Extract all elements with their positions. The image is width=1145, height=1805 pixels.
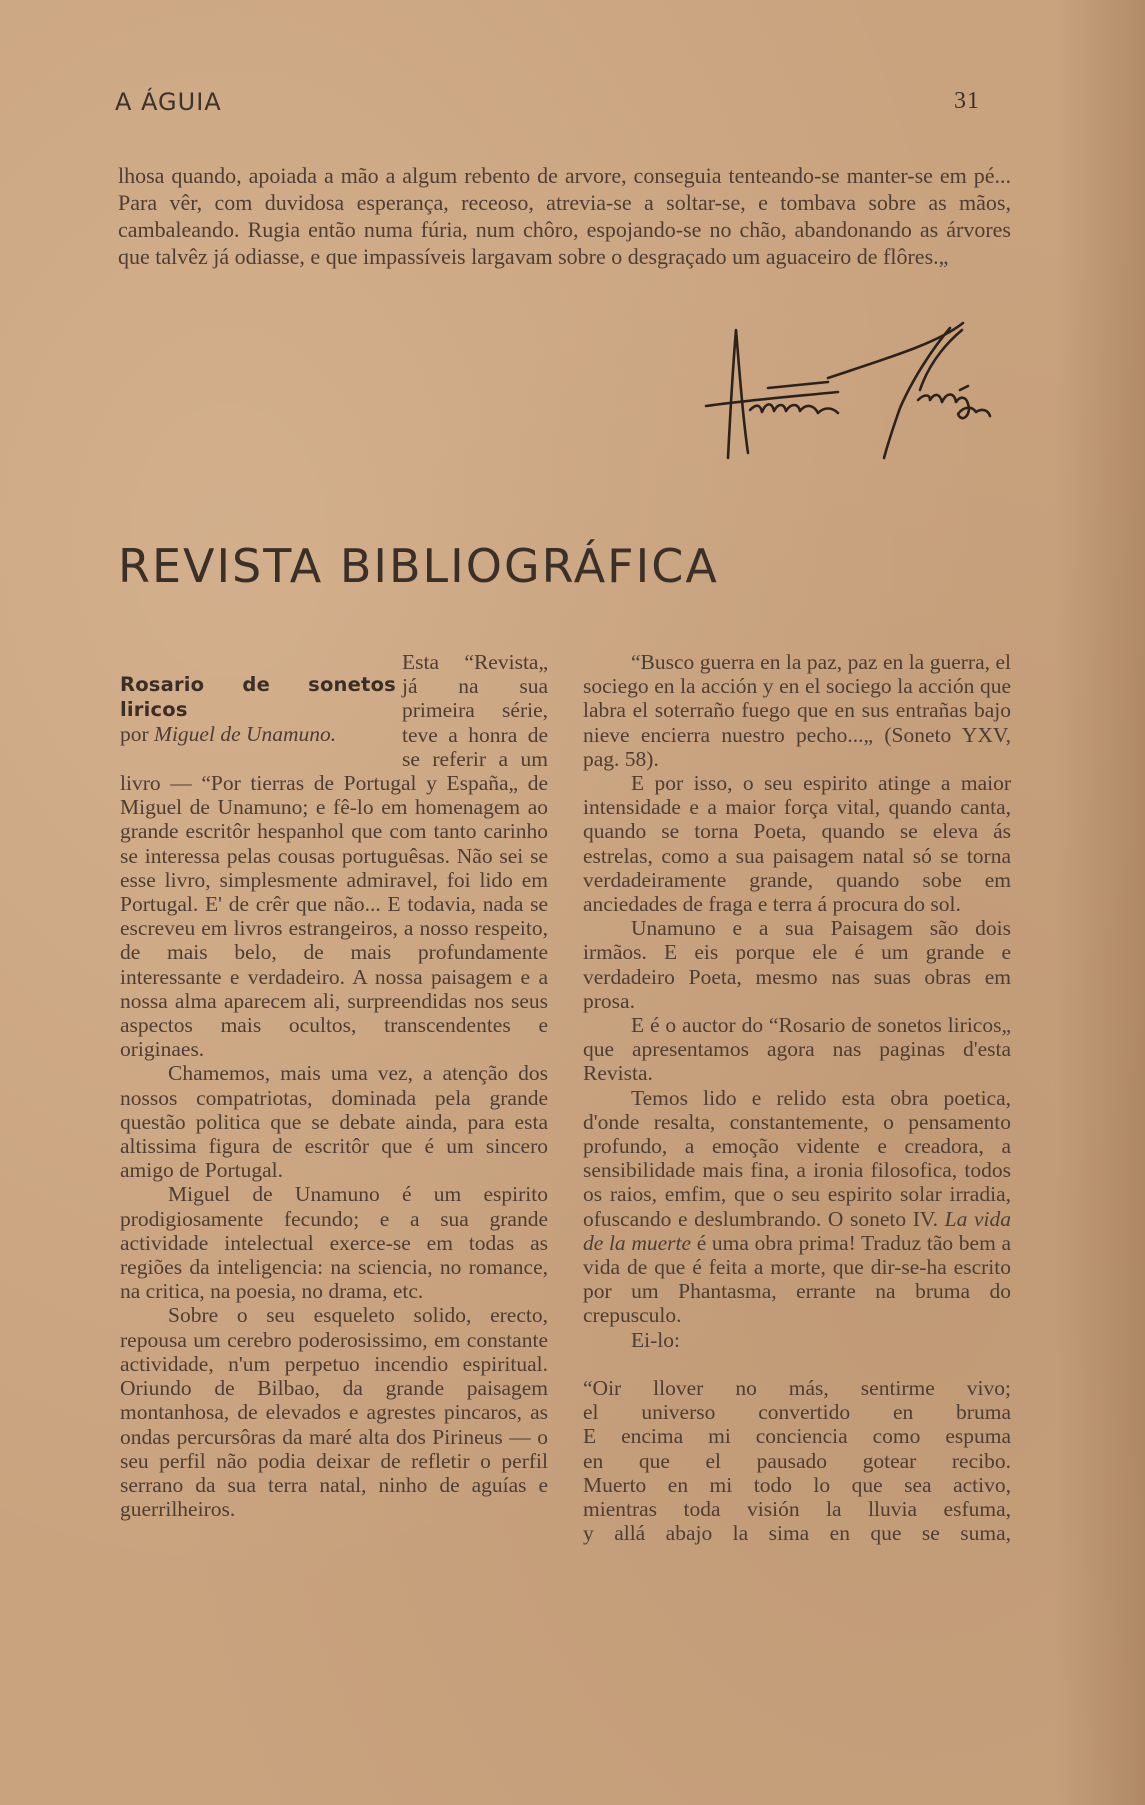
author-name: Miguel de Unamuno. (154, 722, 337, 746)
sonnet-verse (583, 1376, 1011, 1545)
verse-line: en que el pausado gotear recibo. (583, 1448, 1011, 1473)
book-author (120, 722, 396, 747)
verse-line: mientras toda visión la lluvia esfuma, (583, 1496, 1011, 1521)
journal-title: A ÁGUIA (115, 88, 222, 116)
right-column (583, 650, 1011, 1545)
verse-line: Muerto en mi todo lo que sea activo, (583, 1472, 1011, 1497)
verse-line: E encima mi conciencia como espuma (583, 1424, 1011, 1449)
paragraph: Sobre o seu esqueleto solido, erecto, repousa um cerebro poderosissimo, em constante actividade, n'um perpetuo incendio espiritual. Oriundo de Bilbao, da grande paisagem montanhosa, de elevados e agrestes pincaros, as ondas percursôras da maré alta dos Pirineus — o seu perfil não podia deixar de refletir o perfil serrano da sua terra natal, ninho de aguías e guerrilheiros. (120, 1303, 548, 1522)
verse-line: “Oir llover no más, sentirme vivo; (583, 1375, 1011, 1400)
paragraph: E é o auctor do “Rosario de sonetos liricos„ que apresentamos agora nas paginas d'esta Revista. (583, 1013, 1011, 1086)
verse-line: el universo convertido en bruma (583, 1400, 1011, 1425)
review-heading (120, 650, 396, 747)
eilo-line: Ei-lo: (631, 1327, 680, 1352)
signature-drawing (688, 318, 1018, 468)
verse-line: y allá abajo la sima en que se suma, (583, 1521, 1011, 1546)
quote-paragraph: “Busco guerra en la paz, paz en la guerra, el sociego en la acción y en el sociego la acción que labra el soterraño fuego que en sus entrañas bajo nieve encierra nuestro pecho...„ (Soneto YXV, pag. 58). (583, 650, 1011, 771)
paragraph: Unamuno e a sua Paisagem são dois irmãos. E eis porque ele é um grande e verdadeiro Poeta, mesmo nas suas obras em prosa. (583, 916, 1011, 1013)
handwritten-signature (688, 318, 1018, 468)
paragraph: Miguel de Unamuno é um espirito prodigiosamente fecundo; e a sua grande actividade intelectual exerce-se em todas as regiões da inteligencia: na sciencia, no romance, na critica, na poesia, no drama, etc. (120, 1182, 548, 1304)
left-column (120, 650, 548, 1521)
sonnet-title: La vida de la muerte (583, 1206, 1011, 1255)
intro-paragraph: lhosa quando, apoiada a mão a algum rebento de arvore, conseguia tenteando-se manter-se em pé... Para vêr, com duvidosa esperança, receoso, atrevia-se a soltar-se, e tombava sobre as mãos, cambaleando. Rugia então numa fúria, num chôro, espojando-se no chão, abandonando as árvores que talvêz já odiasse, e que impassíveis largavam sobre o desgraçado um aguaceiro de flôres.„ (118, 163, 1011, 269)
book-title: Rosario de sonetos liricos (120, 673, 396, 721)
page-number: 31 (954, 88, 980, 114)
paragraph: E por isso, o seu espirito atinge a maior intensidade e a maior força vital, quando canta, quando se torna Poeta, quando se eleva ás estrelas, como a sua paisagem natal só se torna verdadeiramente grande, quando sobe em anciedades de fraga e terra á procura do sol. (583, 771, 1011, 917)
author-prefix: por (120, 722, 149, 746)
paragraph: Temos lido e relido esta obra poetica, d'onde resalta, constantemente, o pensamento profundo, a emoção vidente e creadora, a sensibilidade mais fina, a ironia filosofica, todos os raios, emfim, que o seu espirito solar irradia, ofuscando e deslumbrando. O soneto IV. La vida de la muerte é uma obra prima! Traduz tão bem a vida de que é feita a morte, que dir-se-ha escrito por um Phantasma, errante na bruma do crepusculo. (583, 1085, 1011, 1328)
running-head (115, 88, 980, 116)
section-title: REVISTA BIBLIOGRÁFICA (118, 538, 719, 593)
paragraph: Chamemos, mais uma vez, a atenção dos nossos compatriotas, dominada pela grande questão politica que se debate ainda, para esta altissima figura de escritôr que é um sincero amigo de Portugal. (120, 1061, 548, 1183)
review-opening: Esta “Revista„ já na sua primeira série, teve a honra de se referir a um livro — “Por tierras de Portugal y España„ de Miguel de Unamuno; e fê-lo em homenagem ao grande escritôr hespanhol que com tanto carinho se interessa pelas cousas portuguêsas. Não sei se esse livro, simplesmente admiravel, foi lido em Portugal. E' de crêr que não... E todavia, nada se escreveu em livros estrangeiros, a nosso respeito, de mais belo, de mais profundamente interessante e verdadeiro. A nossa paisagem e a nossa alma aparecem ali, surpreendidas nos seus aspectos mais ocultos, transcendentes e originaes. (120, 650, 548, 1062)
